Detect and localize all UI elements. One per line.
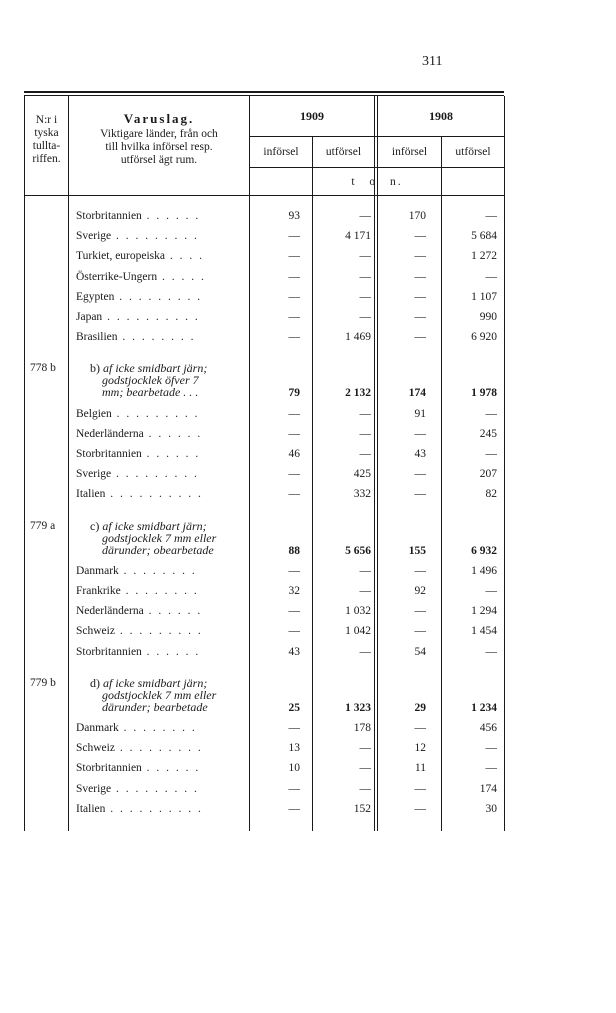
value-cell: — [414,311,426,323]
leader-dots: . . . . . . . . [118,722,197,734]
country-name: Belgien [76,407,112,420]
col-1908-ut: utförsel [455,146,491,158]
value-cell: 1 032 [345,605,371,618]
col-1909-in: införsel [263,146,299,158]
value-cell: 178 [353,722,371,734]
country-label [76,290,246,304]
value-cell: — [288,230,300,243]
col-1908-in: införsel [391,146,428,158]
value-cell: 174 [408,387,426,400]
value-cell: 5 656 [345,544,371,557]
value-cell: — [359,585,371,597]
country-name: Danmark [76,564,119,577]
value-cell: — [414,427,426,440]
leader-dots: . . . . . . . . [118,564,197,577]
value-cell: 93 [288,210,300,222]
value-cell: — [414,564,426,577]
country-label [76,721,246,735]
leader-dots: . . . . . . . . . . [105,802,203,815]
unit-label: t o n. [351,176,403,188]
country-name: Turkiet, europeiska [76,250,166,263]
top-rule-thin [24,95,504,96]
value-cell: — [485,742,497,755]
value-cell: — [359,564,371,577]
value-cell: — [414,722,426,734]
value-cell: — [485,585,497,597]
section-label-text: godstjocklek 7 mm eller [102,687,217,702]
value-cell: — [414,230,426,243]
value-cell: — [288,290,300,303]
value-cell: 6 932 [471,544,497,557]
country-name: Italien [76,488,106,501]
country-name: Egypten [76,290,115,303]
value-cell: — [485,448,497,460]
leader-dots: . . . . . . . . . [111,782,199,795]
section-label [90,677,216,713]
country-name: Frankrike [76,585,121,597]
value-cell: — [359,645,371,658]
country-label [76,447,246,461]
value-cell: — [288,564,300,577]
value-cell: 30 [485,802,497,815]
vrule-year-sep-a [374,96,375,831]
leader-dots: . . . . . . . . . . [102,311,200,323]
section-label-line [90,386,207,398]
leader-dots: . . . . [165,250,205,263]
value-cell: — [288,605,300,618]
country-name: Japan [76,311,103,323]
leader-dots: . . . . . . . . . [111,230,199,243]
value-cell: — [414,331,426,344]
country-name: Schweiz [76,625,115,638]
section-label-text: mm; bearbetade . . . [102,385,199,400]
value-cell: — [485,645,497,658]
value-cell: — [288,802,300,815]
section-label-text: därunder; obearbetade [102,542,214,557]
value-cell: 92 [414,585,426,597]
country-label [76,564,246,578]
country-label [76,645,246,659]
country-name: Storbritannien [76,448,142,460]
value-cell: 82 [485,488,497,501]
value-cell: 1 454 [471,625,497,638]
value-cell: 456 [479,722,497,734]
varuslag-header [69,110,249,167]
value-cell: 1 323 [345,701,371,714]
value-cell: 170 [408,210,426,222]
vrule-right [504,96,505,831]
country-label [76,802,246,816]
value-cell: — [485,762,497,775]
value-cell: — [359,210,371,222]
value-cell: — [288,250,300,263]
year-1909: 1909 [300,109,324,123]
country-label [76,624,246,638]
value-cell: — [485,407,497,420]
leader-dots: . . . . . . . . . [114,625,203,638]
value-cell: — [288,311,300,323]
leader-dots: . . . . . . . . . [114,290,203,303]
value-cell: — [359,311,371,323]
country-label [76,761,246,775]
leader-dots: . . . . . . . . . [111,468,199,481]
value-cell: — [414,250,426,263]
country-name: Nederländerna [76,605,144,618]
leader-dots: . . . . . . [143,427,203,440]
vrule-varuslag [249,96,250,831]
value-cell: — [485,210,497,222]
value-cell: 1 978 [471,387,497,400]
country-label [76,330,246,344]
value-cell: — [288,270,300,283]
value-cell: — [414,468,426,481]
value-cell: 88 [288,544,300,557]
varuslag-sub: utförsel ägt rum. [120,154,198,166]
nr-header-line: tyska [34,127,59,139]
value-cell: — [288,407,300,420]
country-label [76,782,246,796]
vrule-year-sep-b [377,96,378,831]
tariff-code: 778 b [30,362,56,375]
value-cell: 11 [414,762,426,775]
value-cell: — [414,782,426,795]
value-cell: 4 171 [345,230,371,243]
section-label [90,520,216,556]
value-cell: 5 684 [471,230,497,243]
country-label [76,229,246,243]
leader-dots: . . . . . . [141,645,201,658]
value-cell: — [288,468,300,481]
value-cell: 1 042 [345,625,371,638]
value-cell: — [359,762,371,775]
value-cell: 43 [288,645,300,658]
value-cell: 990 [479,311,497,323]
value-cell: 6 920 [471,331,497,344]
value-cell: — [288,427,300,440]
country-label [76,427,246,441]
value-cell: 152 [353,802,371,815]
country-name: Sverige [76,468,112,481]
value-cell: 46 [288,448,300,460]
value-cell: 1 272 [471,250,497,263]
value-cell: — [359,290,371,303]
section-letter: d) [90,675,103,690]
country-label [76,249,246,263]
country-name: Sverige [76,782,112,795]
country-label [76,209,246,223]
country-name: Sverige [76,230,112,243]
value-cell: — [288,331,300,344]
section-label-line [90,701,216,713]
varuslag-title: Varuslag. [123,111,195,126]
section-label [90,362,207,398]
value-cell: — [414,290,426,303]
vrule-left [24,96,25,831]
country-name: Danmark [76,722,119,734]
value-cell: — [288,488,300,501]
section-label-text: af icke smidbart järn; [102,518,207,533]
value-cell: — [288,782,300,795]
nr-header-line: riffen. [32,153,61,165]
country-name: Schweiz [76,742,115,755]
country-name: Storbritannien [76,762,142,775]
value-cell: — [414,488,426,501]
leader-dots: . . . . . . [141,762,201,775]
section-label-text: af icke smidbart järn; [103,361,208,376]
country-name: Österrike-Ungern [76,270,158,283]
nr-header-line: tullta- [32,140,61,152]
value-cell: — [414,270,426,283]
varuslag-sub: Viktigare länder, från och [100,128,218,140]
value-cell: 1 107 [471,290,497,303]
value-cell: 32 [288,585,300,597]
value-cell: 425 [353,468,371,481]
leader-dots: . . . . . . . . . . [105,488,203,501]
page-number: 311 [422,54,443,69]
leader-dots: . . . . . . . . [120,585,199,597]
section-label-text: därunder; bearbetade [102,699,208,714]
leader-dots: . . . . . . [141,448,201,460]
vrule-nr [68,96,69,831]
value-cell: 2 132 [345,387,371,400]
value-cell: 1 496 [471,564,497,577]
value-cell: 174 [479,782,497,795]
country-label [76,310,246,324]
leader-dots: . . . . . . . . [117,331,196,344]
value-cell: 10 [288,762,300,775]
nr-header-line: N:r i [35,114,58,126]
value-cell: — [359,427,371,440]
leader-dots: . . . . . . [143,605,203,618]
value-cell: — [359,407,371,420]
section-label-text: godstjocklek 7 mm eller [102,530,217,545]
value-cell: — [288,722,300,734]
value-cell: — [414,625,426,638]
section-label-line [90,544,216,556]
nr-header [25,114,68,166]
tariff-code: 779 a [30,519,56,532]
country-label [76,270,246,284]
value-cell: — [359,270,371,283]
country-name: Storbritannien [76,210,142,222]
value-cell: — [359,250,371,263]
vrule-1908-mid [441,137,442,831]
value-cell: — [359,782,371,795]
value-cell: 155 [408,544,426,557]
value-cell: 332 [353,488,371,501]
varuslag-sub: till hvilka införsel resp. [105,141,213,153]
year-1908: 1908 [429,109,453,123]
country-label [76,407,246,421]
country-label [76,584,246,598]
country-label [76,604,246,618]
section-letter: c) [90,518,103,533]
value-cell: — [359,742,371,755]
country-label [76,741,246,755]
value-cell: 1 294 [471,605,497,618]
vrule-1909-mid [312,137,313,831]
tariff-code: 779 b [30,676,56,689]
value-cell: — [359,448,371,460]
value-cell: 13 [288,742,300,755]
value-cell: 79 [288,387,300,400]
value-cell: — [485,270,497,283]
value-cell: 207 [479,468,497,481]
value-cell: 54 [414,645,426,658]
section-label-text: af icke smidbart järn; [103,675,208,690]
leader-dots: . . . . . . [141,210,201,222]
country-name: Italien [76,802,106,815]
country-label [76,467,246,481]
col-1909-ut: utförsel [325,146,362,158]
country-name: Storbritannien [76,645,142,658]
value-cell: 12 [414,742,426,755]
value-cell: 29 [414,701,426,714]
leader-dots: . . . . . . . . . [111,407,200,420]
leader-dots: . . . . . [157,270,206,283]
country-label [76,487,246,501]
header-bottom-rule [24,195,504,196]
section-letter: b) [90,361,103,376]
value-cell: — [414,802,426,815]
value-cell: 91 [414,407,426,420]
country-name: Brasilien [76,331,118,344]
value-cell: — [414,605,426,618]
value-cell: 245 [479,427,497,440]
value-cell: 1 469 [345,331,371,344]
top-rule-thick [24,91,504,93]
country-name: Nederländerna [76,427,144,440]
section-label-text: godstjocklek öfver 7 [102,373,199,388]
value-cell: 25 [288,701,300,714]
value-cell: 1 234 [471,701,497,714]
leader-dots: . . . . . . . . . [114,742,203,755]
value-cell: 43 [414,448,426,460]
value-cell: — [288,625,300,638]
